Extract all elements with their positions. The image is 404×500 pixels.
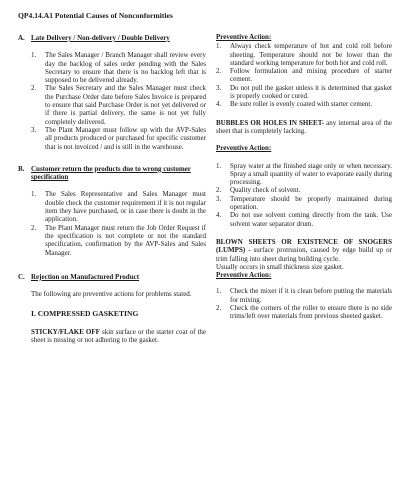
section-a-title: Late Delivery / Non-delivery / Double Delivery xyxy=(31,34,170,42)
usually-occurs-text: Usually occurs in small thickness size gasket. xyxy=(216,262,344,271)
compressed-gasketing-heading: I. COMPRESSED GASKETING xyxy=(31,309,139,319)
preventive-action-heading-1: Preventive Action: xyxy=(216,33,272,41)
sticky-flake-off-text: skin surface or the starter coat of the sheet is missing or not adhering to the gasket. xyxy=(31,327,206,345)
left-column xyxy=(18,34,206,344)
list-item: 2. Quality check of solvent. xyxy=(216,186,301,195)
preventive-action-list-2 xyxy=(216,162,392,228)
bubbles-paragraph xyxy=(216,119,392,136)
list-item: 2. The Sales Secretary and the Sales Manager must check the Purchase Order date before Sales Invoice is prepared to ensure that said Purchase Order is not yet delivered or if there is partial delivery, the same is not yet fully completely delivered. xyxy=(31,84,206,126)
blown-sheets-text: - surface protrusion, caused by edge build up or trim falling into sheet during building cycle. xyxy=(216,246,392,263)
preventive-action-list-1 xyxy=(216,42,392,108)
preventive-action-heading-3: Preventive Action: xyxy=(216,271,272,280)
list-item: 2. Follow formulation and mixing procedure of starter cement. xyxy=(216,67,392,84)
section-a-heading xyxy=(18,34,206,42)
document-title: QP4.14.A1 Potential Causes of Nonconformities xyxy=(18,11,173,20)
list-item: 1. Always check temperature of hot and cold roll before sheeting. Temperature should not be lower than the standard working temperature for both hot and cold roll. xyxy=(216,42,392,67)
list-item: 1. The Sales Representative and Sales Manager must double check the customer requirement if it is not regular item they have purchased, or in case there is doubt in the application. xyxy=(31,190,206,224)
bubbles-text: any internal area of the sheet that is completely lacking. xyxy=(216,118,392,135)
list-item: 2. Check the corners of the roller to ensure there is no side trims/left over materials from previous sheeted gasket. xyxy=(216,304,392,321)
list-item: 3. The Plant Manager must follow up with the AVP-Sales all products produced or purchased for specific customer that is not invoiced / and is still in the warehouse. xyxy=(31,125,206,151)
list-item: 4. Be sure roller is evenly coated with starter cement. xyxy=(216,100,373,109)
preventive-action-heading-2: Preventive Action: xyxy=(216,144,272,153)
list-item: 1. Check the mixer if it is clean before putting the materials for mixing. xyxy=(216,287,392,304)
right-column xyxy=(216,33,392,321)
list-item: 3. Temperature should be properly maintained during operation. xyxy=(216,194,392,212)
list-item: 1. Spray water at the finished stage only or when necessary. Spray a small quantity of water to evaporate easily during processing. xyxy=(216,161,392,187)
list-item: 4. Do not use solvent coming directly from the tank. Use solvent water separator drum. xyxy=(216,211,392,228)
section-b-list xyxy=(31,190,206,256)
list-item: 3. Do not pull the gasket unless it is determined that gasket is properly cooked or cured. xyxy=(216,83,392,101)
section-b-title: Customer return the products due to wrong customer specification xyxy=(31,164,191,182)
bubbles-term: BUBBLES OR HOLES IN SHEET- xyxy=(216,118,325,127)
preventive-action-list-3 xyxy=(216,287,392,320)
sticky-flake-off-term: STICKY/FLAKE OFF xyxy=(31,327,100,336)
list-item: 2. The Plant Manager must return the Job Order Request if the specification is not complete or not the standard specification, confirmation by the AVP-Sales and Sales Manager. xyxy=(31,223,206,257)
section-a-list xyxy=(31,51,206,151)
list-item: 1. The Sales Manager / Branch Manager shall review every day the backlog of sales order pending with the Sales Secretary to ensure that there is no backlog left that is supposed to be delivered already. xyxy=(31,51,206,85)
sticky-flake-off-paragraph xyxy=(31,328,206,345)
section-c-letter: C. xyxy=(18,272,25,281)
blown-sheets-term: BLOWN SHEETS OR EXISTENCE OF SNOGERS (LUMPS) xyxy=(216,237,392,255)
section-c-heading xyxy=(18,273,206,281)
section-b-heading xyxy=(18,165,206,182)
section-a-letter: A. xyxy=(18,34,25,42)
section-c-intro: The following are preventive actions for problems stated. xyxy=(31,290,192,299)
section-c-title: Rejection on Manufactured Product xyxy=(31,272,140,281)
section-b-letter: B. xyxy=(18,164,25,173)
blown-sheets-paragraph xyxy=(216,238,392,263)
